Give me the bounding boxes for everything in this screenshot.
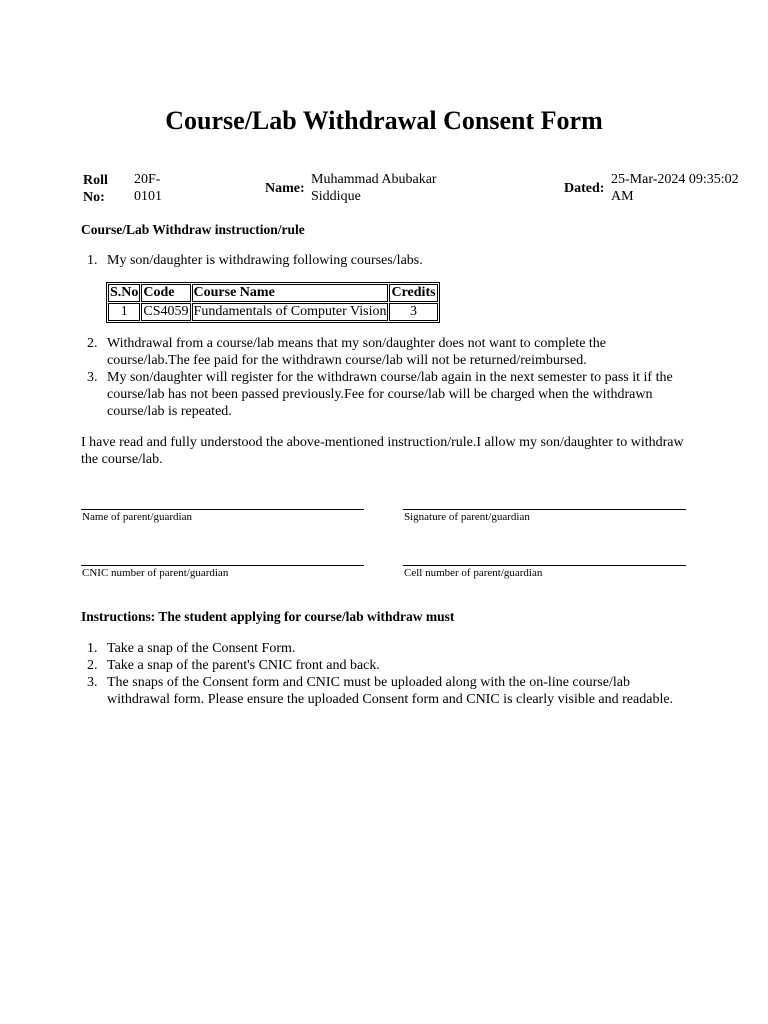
parent-cnic-line [81,565,364,566]
col-header-course-name: Course Name [192,284,389,302]
parent-signature-label: Signature of parent/guardian [404,511,530,523]
parent-signature-line [403,509,686,510]
form-title: Course/Lab Withdrawal Consent Form [165,106,603,135]
name-value: Muhammad Abubakar Siddique [311,172,437,204]
instructions-list [81,640,691,708]
col-header-sno: S.No [110,285,139,300]
roll-no-value: 20F- 0101 [134,172,162,204]
col-header-code: Code [141,284,190,302]
parent-name-line [81,509,364,510]
rule-item: 1. My son/daughter is withdrawing following courses/labs. [87,253,423,268]
name-label: Name: [265,181,305,196]
instruction-item: 2. Take a snap of the parent's CNIC front and back. [87,658,380,673]
table-row [108,303,438,321]
rules-list-part1 [81,252,691,269]
cell-code: CS4059 [143,304,189,319]
consent-statement: I have read and fully understood the above-mentioned instruction/rule.I allow my son/daughter to withdraw the course/lab. [81,435,684,467]
table-header-row [108,284,438,302]
instruction-item: 3. The snaps of the Consent form and CNIC must be uploaded along with the on-line course/lab withdrawal form. Please ensure the uploaded Consent form and CNIC is clearly visible and readable. [87,675,674,707]
cell-sno: 1 [108,303,140,321]
instructions-heading: Instructions: The student applying for course/lab withdraw must [81,609,455,624]
instruction-item: 1. Take a snap of the Consent Form. [87,641,296,656]
cell-credits: 3 [389,303,437,321]
parent-cell-line [403,565,686,566]
parent-cell-label: Cell number of parent/guardian [404,567,543,579]
rules-heading: Course/Lab Withdraw instruction/rule [81,222,305,237]
dated-value: 25-Mar-2024 09:35:02 AM [611,172,739,204]
cell-course-name: Fundamentals of Computer Vision [193,304,387,319]
dated-label: Dated: [564,181,605,196]
parent-name-label: Name of parent/guardian [82,511,192,523]
col-header-credits: Credits [391,285,436,300]
rules-list-part2 [81,335,691,420]
parent-cnic-label: CNIC number of parent/guardian [82,567,229,579]
rule-item: 3. My son/daughter will register for the withdrawn course/lab again in the next semester to pass it if the course/lab has not been passed previously.Fee for course/lab will be charged when the withdrawn course/lab is repeated. [87,370,673,419]
courses-table [106,282,440,323]
roll-no-label: Roll No: [83,173,108,205]
rule-item: 2. Withdrawal from a course/lab means that my son/daughter does not want to complete the course/lab.The fee paid for the withdrawn course/lab will not be returned/reimbursed. [87,336,607,368]
